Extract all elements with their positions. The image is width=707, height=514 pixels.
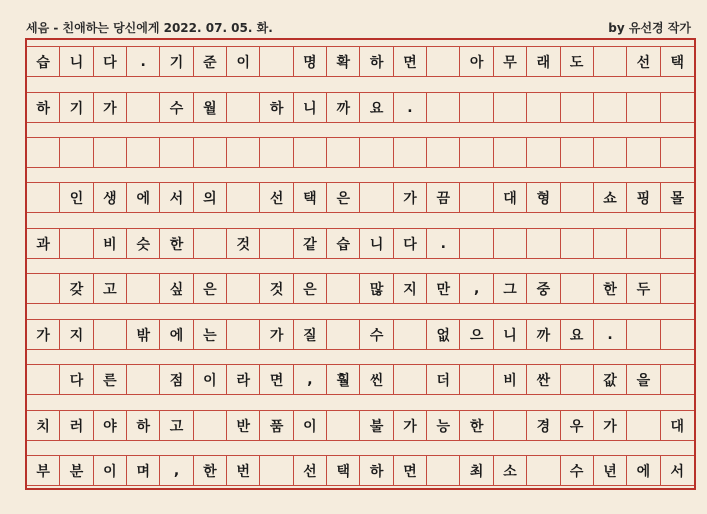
grid-cell: 니 xyxy=(60,46,93,77)
grid-cell: 니 xyxy=(294,92,327,123)
grid-cell: 도 xyxy=(561,46,594,77)
grid-cell: 하 xyxy=(260,92,293,123)
grid-cell: 면 xyxy=(394,46,427,77)
grid-cell xyxy=(27,137,60,168)
grid-cell: 대 xyxy=(494,182,527,213)
grid-cell: 가 xyxy=(94,92,127,123)
page-header xyxy=(26,18,691,36)
grid-cell: 습 xyxy=(327,228,360,259)
grid-cell: 은 xyxy=(294,273,327,304)
grid-cell: 준 xyxy=(194,46,227,77)
grid-cell xyxy=(227,182,260,213)
grid-cell: 아 xyxy=(460,46,493,77)
grid-cell: 것 xyxy=(227,228,260,259)
grid-cell xyxy=(594,92,627,123)
grid-cell: 핑 xyxy=(627,182,660,213)
grid-cell: 다 xyxy=(60,364,93,395)
grid-cell xyxy=(594,137,627,168)
grid-cell: 선 xyxy=(260,182,293,213)
grid-cell: 습 xyxy=(27,46,60,77)
grid-cell: 에 xyxy=(160,319,193,350)
grid-cell: 에 xyxy=(627,455,660,486)
grid-cell: 다 xyxy=(94,46,127,77)
grid-row xyxy=(27,92,694,123)
grid-cell xyxy=(227,137,260,168)
grid-cell: . xyxy=(594,319,627,350)
grid-cell: 이 xyxy=(94,455,127,486)
grid-cell xyxy=(227,273,260,304)
grid-cell: 이 xyxy=(194,364,227,395)
grid-cell xyxy=(527,137,560,168)
grid-cell: 같 xyxy=(294,228,327,259)
grid-cell xyxy=(460,364,493,395)
grid-cell: 쇼 xyxy=(594,182,627,213)
grid-cell: 능 xyxy=(427,410,460,441)
grid-cell: 부 xyxy=(27,455,60,486)
grid-cell: 비 xyxy=(94,228,127,259)
grid-cell: 다 xyxy=(394,228,427,259)
grid-cell xyxy=(661,228,694,259)
grid-cell: 한 xyxy=(594,273,627,304)
grid-cell xyxy=(460,92,493,123)
grid-cell: 점 xyxy=(160,364,193,395)
grid-cell xyxy=(594,228,627,259)
grid-cell xyxy=(394,137,427,168)
grid-cell xyxy=(427,137,460,168)
grid-cell: 번 xyxy=(227,455,260,486)
grid-cell xyxy=(294,137,327,168)
grid-cell xyxy=(360,137,393,168)
grid-cell: 하 xyxy=(27,92,60,123)
grid-cell: . xyxy=(394,92,427,123)
grid-cell: 씬 xyxy=(360,364,393,395)
grid-cell: , xyxy=(294,364,327,395)
grid-cell: 중 xyxy=(527,273,560,304)
grid-cell: 하 xyxy=(360,455,393,486)
grid-cell xyxy=(160,137,193,168)
grid-cell xyxy=(460,137,493,168)
grid-cell: 면 xyxy=(394,455,427,486)
grid-cell: 년 xyxy=(594,455,627,486)
grid-cell: 야 xyxy=(94,410,127,441)
grid-row xyxy=(27,410,694,441)
grid-row xyxy=(27,364,694,395)
grid-cell: 수 xyxy=(561,455,594,486)
grid-cell: 반 xyxy=(227,410,260,441)
grid-cell xyxy=(561,182,594,213)
grid-cell: 수 xyxy=(160,92,193,123)
grid-cell xyxy=(661,319,694,350)
grid-cell: 몰 xyxy=(661,182,694,213)
grid-row xyxy=(27,273,694,304)
grid-cell: . xyxy=(127,46,160,77)
grid-cell: 니 xyxy=(494,319,527,350)
grid-cell: 싼 xyxy=(527,364,560,395)
grid-cell: 이 xyxy=(294,410,327,441)
header-date-title: 세음 - 친애하는 당신에게 2022. 07. 05. 화. xyxy=(26,20,273,35)
grid-cell xyxy=(394,364,427,395)
grid-cell xyxy=(227,92,260,123)
grid-cell xyxy=(661,273,694,304)
grid-cell: 른 xyxy=(94,364,127,395)
grid-cell: 확 xyxy=(327,46,360,77)
grid-cell xyxy=(594,46,627,77)
grid-cell xyxy=(327,319,360,350)
grid-cell xyxy=(460,228,493,259)
grid-cell: 하 xyxy=(360,46,393,77)
grid-cell: 많 xyxy=(360,273,393,304)
grid-cell xyxy=(260,137,293,168)
grid-cell xyxy=(661,137,694,168)
grid-cell: 면 xyxy=(260,364,293,395)
grid-cell: 질 xyxy=(294,319,327,350)
grid-cell: 한 xyxy=(194,455,227,486)
grid-cell xyxy=(561,273,594,304)
grid-cell: 며 xyxy=(127,455,160,486)
grid-cell xyxy=(561,92,594,123)
grid-cell xyxy=(27,182,60,213)
grid-cell: . xyxy=(427,228,460,259)
grid-cell: 라 xyxy=(227,364,260,395)
grid-cell: 기 xyxy=(60,92,93,123)
grid-cell xyxy=(494,228,527,259)
grid-cell: 값 xyxy=(594,364,627,395)
grid-cell: 은 xyxy=(194,273,227,304)
grid-cell: 치 xyxy=(27,410,60,441)
grid-cell xyxy=(494,137,527,168)
grid-cell: 가 xyxy=(394,182,427,213)
grid-cell xyxy=(661,364,694,395)
grid-cell: 대 xyxy=(661,410,694,441)
grid-cell xyxy=(494,92,527,123)
grid-cell xyxy=(427,92,460,123)
grid-cell: 을 xyxy=(627,364,660,395)
grid-cell xyxy=(661,92,694,123)
grid-cell: 명 xyxy=(294,46,327,77)
grid-cell xyxy=(627,92,660,123)
grid-row xyxy=(27,228,694,259)
grid-cell xyxy=(527,92,560,123)
grid-cell: 한 xyxy=(160,228,193,259)
manuscript-grid xyxy=(25,38,696,490)
grid-cell: 분 xyxy=(60,455,93,486)
grid-cell: 더 xyxy=(427,364,460,395)
grid-cell: 가 xyxy=(27,319,60,350)
grid-cell: 까 xyxy=(327,92,360,123)
grid-cell xyxy=(60,137,93,168)
grid-cell: 의 xyxy=(194,182,227,213)
grid-cell: 는 xyxy=(194,319,227,350)
grid-cell: 슷 xyxy=(127,228,160,259)
grid-cell xyxy=(627,319,660,350)
grid-cell xyxy=(427,46,460,77)
grid-cell xyxy=(527,228,560,259)
grid-cell: 싶 xyxy=(160,273,193,304)
grid-cell: 택 xyxy=(327,455,360,486)
grid-cell: 은 xyxy=(327,182,360,213)
grid-cell: 수 xyxy=(360,319,393,350)
grid-row xyxy=(27,455,694,486)
grid-cell xyxy=(27,364,60,395)
grid-cell: , xyxy=(160,455,193,486)
grid-cell: 가 xyxy=(260,319,293,350)
grid-cell: 택 xyxy=(294,182,327,213)
grid-cell: , xyxy=(460,273,493,304)
grid-cell: 월 xyxy=(194,92,227,123)
header-author: by 유선경 작가 xyxy=(608,20,691,35)
grid-cell xyxy=(627,137,660,168)
grid-cell: 불 xyxy=(360,410,393,441)
grid-cell: 만 xyxy=(427,273,460,304)
grid-cell xyxy=(260,455,293,486)
grid-cell xyxy=(327,137,360,168)
grid-cell xyxy=(60,228,93,259)
grid-cell: 끔 xyxy=(427,182,460,213)
grid-cell: 인 xyxy=(60,182,93,213)
grid-cell: 고 xyxy=(94,273,127,304)
grid-cell xyxy=(627,410,660,441)
grid-cell: 가 xyxy=(594,410,627,441)
grid-cell xyxy=(627,228,660,259)
grid-cell xyxy=(427,455,460,486)
grid-cell xyxy=(394,319,427,350)
grid-cell xyxy=(260,228,293,259)
grid-cell: 러 xyxy=(60,410,93,441)
grid-cell: 비 xyxy=(494,364,527,395)
grid-cell: 두 xyxy=(627,273,660,304)
grid-row xyxy=(27,137,694,168)
grid-cell xyxy=(194,410,227,441)
grid-cell xyxy=(360,182,393,213)
grid-cell: 과 xyxy=(27,228,60,259)
grid-cell: 까 xyxy=(527,319,560,350)
grid-cell: 밖 xyxy=(127,319,160,350)
grid-cell: 택 xyxy=(661,46,694,77)
grid-cell: 최 xyxy=(460,455,493,486)
grid-cell xyxy=(494,410,527,441)
grid-cell xyxy=(227,319,260,350)
grid-cell xyxy=(327,273,360,304)
grid-row xyxy=(27,319,694,350)
grid-cell xyxy=(527,455,560,486)
grid-cell xyxy=(94,319,127,350)
grid-cell: 형 xyxy=(527,182,560,213)
grid-cell: 서 xyxy=(661,455,694,486)
grid-cell: 지 xyxy=(394,273,427,304)
grid-cell: 이 xyxy=(227,46,260,77)
grid-cell: 소 xyxy=(494,455,527,486)
grid-cell: 생 xyxy=(94,182,127,213)
grid-cell: 지 xyxy=(60,319,93,350)
grid-cell: 선 xyxy=(627,46,660,77)
grid-cell: 에 xyxy=(127,182,160,213)
grid-cell: 경 xyxy=(527,410,560,441)
grid-cell: 래 xyxy=(527,46,560,77)
grid-row xyxy=(27,46,694,77)
grid-cell: 선 xyxy=(294,455,327,486)
grid-cell: 무 xyxy=(494,46,527,77)
grid-cell: 기 xyxy=(160,46,193,77)
grid-cell xyxy=(327,410,360,441)
grid-cell: 니 xyxy=(360,228,393,259)
grid-cell: 요 xyxy=(360,92,393,123)
grid-cell xyxy=(260,46,293,77)
grid-cell: 한 xyxy=(460,410,493,441)
grid-cell xyxy=(27,273,60,304)
grid-cell xyxy=(127,92,160,123)
grid-row xyxy=(27,182,694,213)
grid-cell: 가 xyxy=(394,410,427,441)
grid-cell: 그 xyxy=(494,273,527,304)
grid-cell xyxy=(127,137,160,168)
grid-cell: 갖 xyxy=(60,273,93,304)
grid-cell xyxy=(460,182,493,213)
grid-cell xyxy=(561,228,594,259)
grid-cell xyxy=(194,137,227,168)
grid-cell xyxy=(94,137,127,168)
grid-cell: 우 xyxy=(561,410,594,441)
grid-cell xyxy=(127,364,160,395)
grid-cell xyxy=(127,273,160,304)
grid-cell: 고 xyxy=(160,410,193,441)
grid-cell: 하 xyxy=(127,410,160,441)
grid-cell xyxy=(561,364,594,395)
grid-cell: 품 xyxy=(260,410,293,441)
grid-cell: 요 xyxy=(561,319,594,350)
grid-cell: 서 xyxy=(160,182,193,213)
grid-cell: 으 xyxy=(460,319,493,350)
grid-cell: 것 xyxy=(260,273,293,304)
grid-cell xyxy=(194,228,227,259)
grid-cell: 훨 xyxy=(327,364,360,395)
grid-cell xyxy=(561,137,594,168)
grid-cell: 없 xyxy=(427,319,460,350)
